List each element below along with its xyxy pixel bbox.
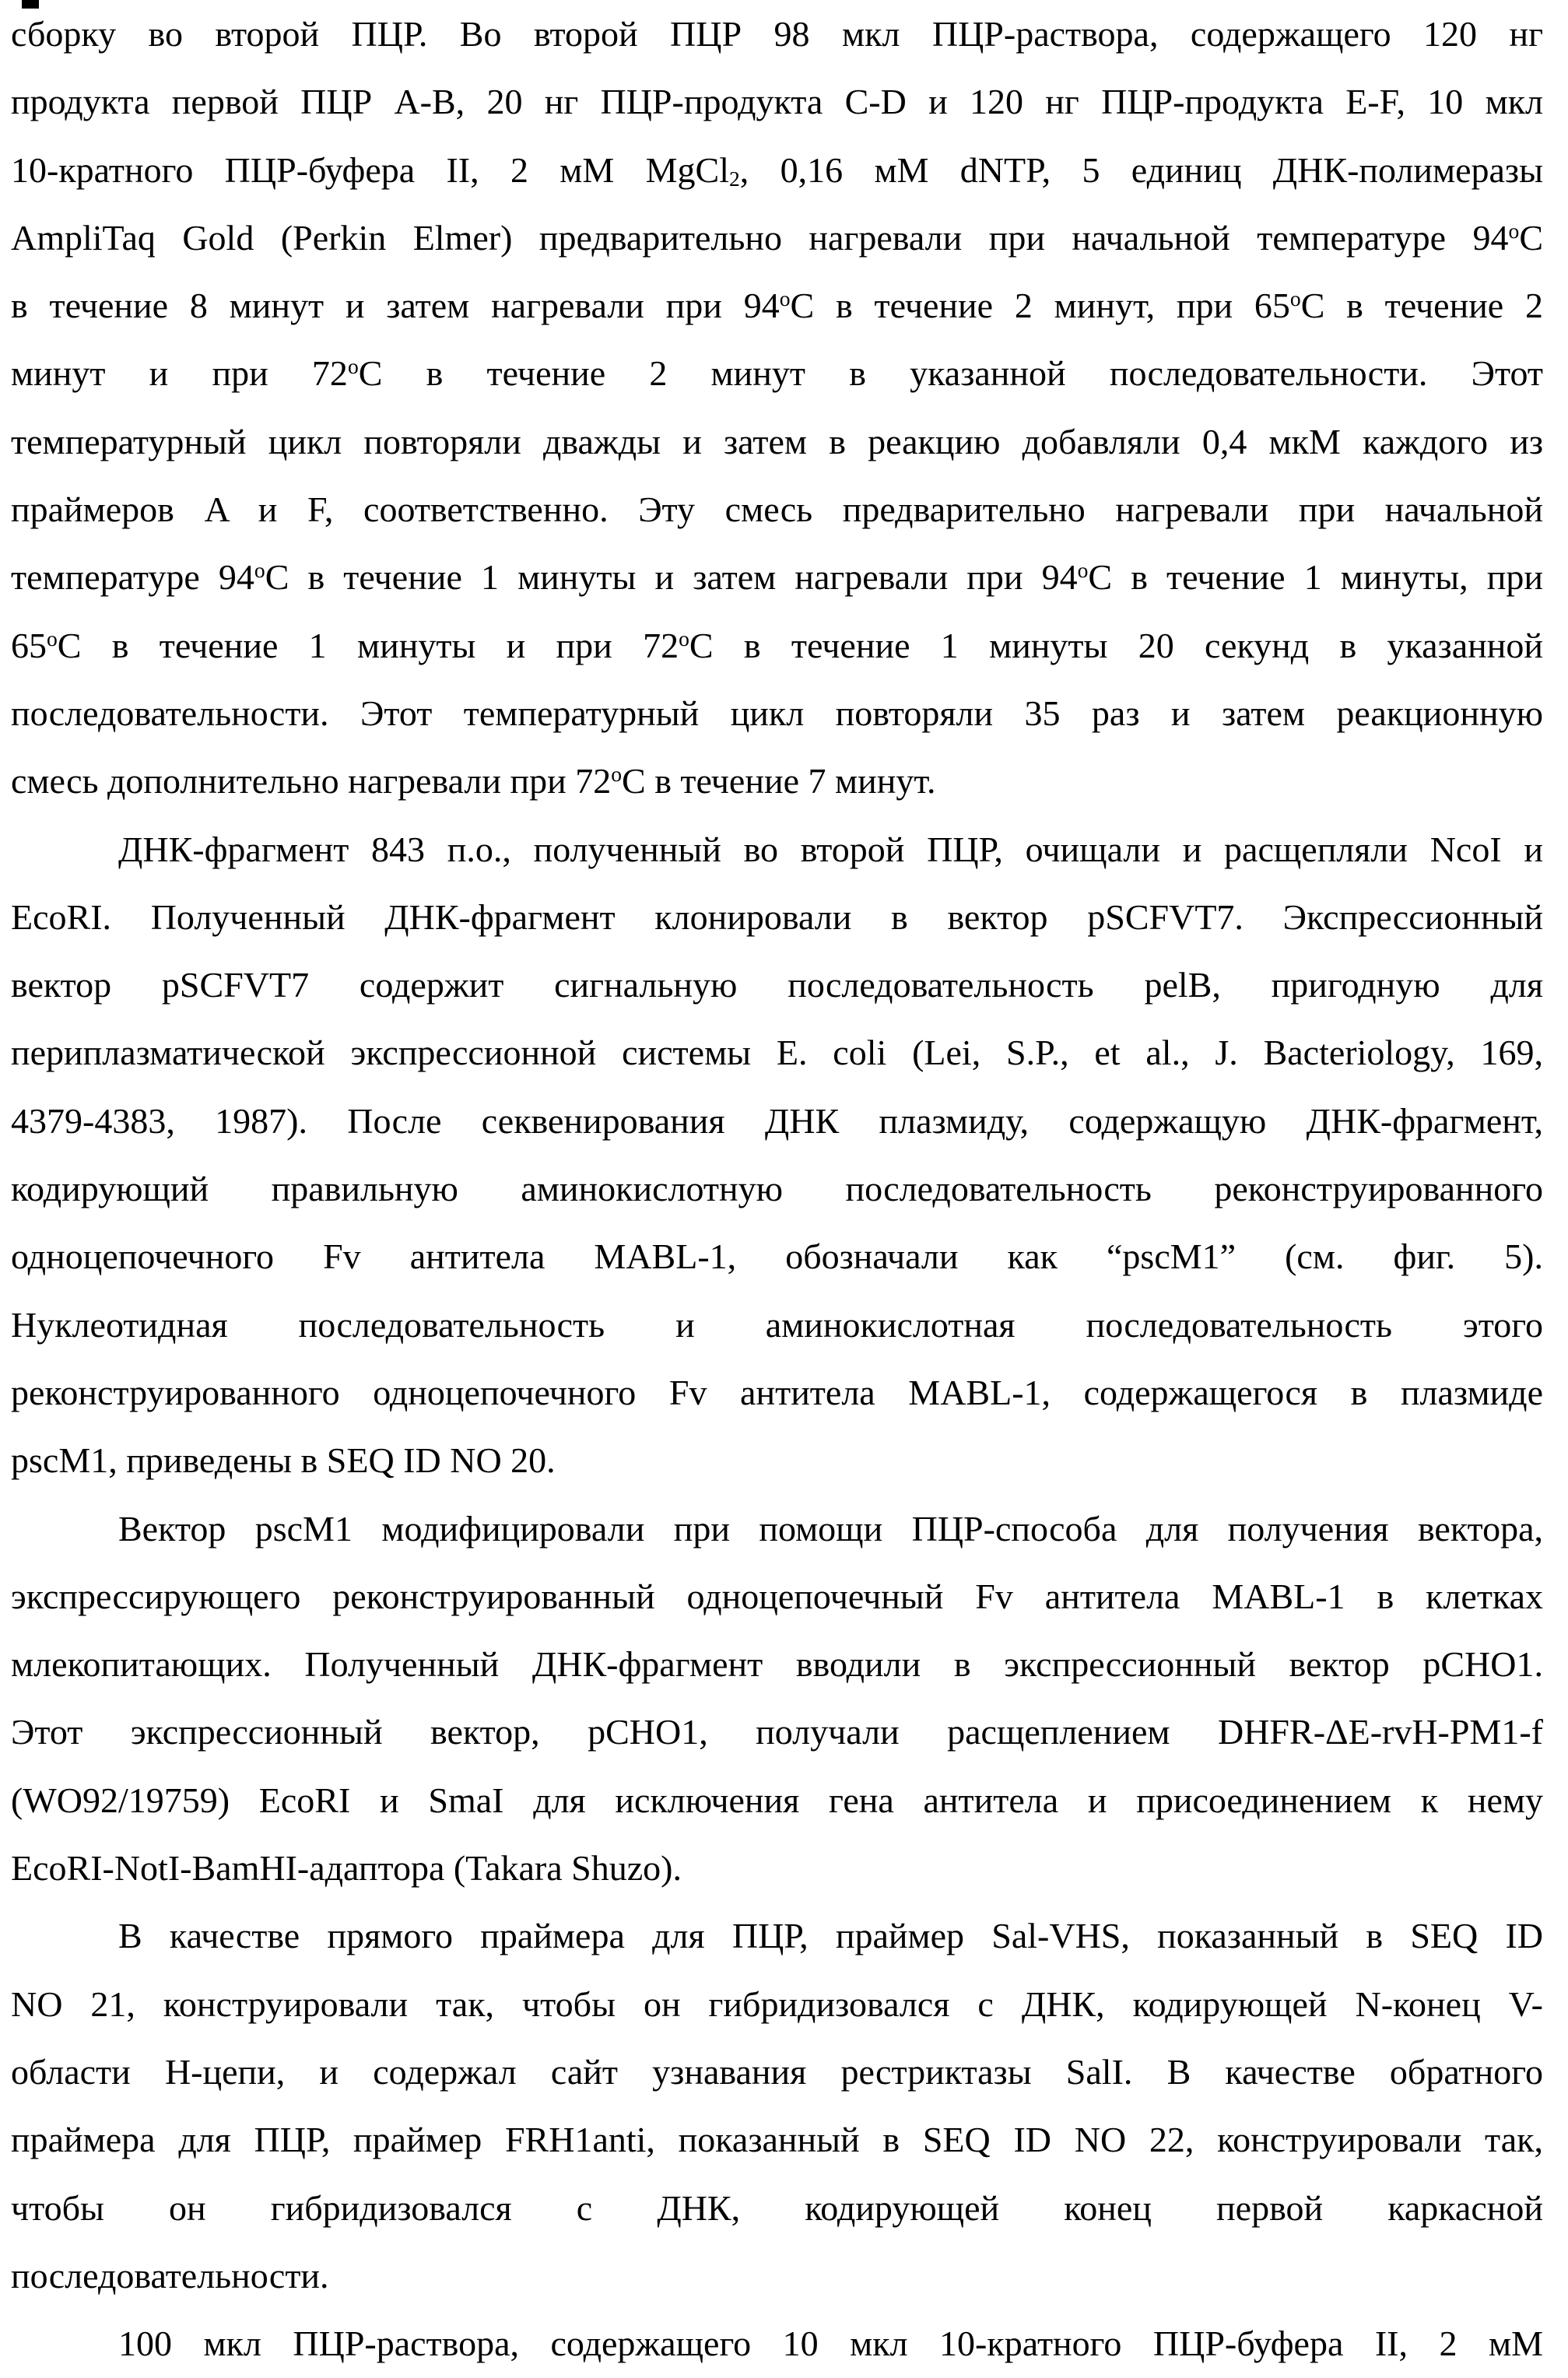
superscript-text: о: [1508, 218, 1520, 243]
superscript-text: о: [254, 558, 265, 583]
text-line: ДНК-фрагмент 843 п.о., полученный во второй ПЦР, очищали и расщепляли NcoI и: [118, 829, 1543, 869]
text-line: экспрессирующего реконструированный одноцепочечный Fv антитела MABL-1 в клетках: [11, 1576, 1543, 1616]
text-line: кодирующий правильную аминокислотную последовательность реконструированного: [11, 1169, 1543, 1209]
text-line: млекопитающих. Полученный ДНК-фрагмент вводили в экспрессионный вектор pCHO1.: [11, 1644, 1543, 1685]
subscript-text: 2: [729, 166, 740, 191]
text-line: pscM1, приведены в SEQ ID NO 20.: [11, 1440, 556, 1481]
text-block: [11, 0, 1543, 2377]
text-line: температурный цикл повторяли дважды и затем в реакцию добавляли 0,4 мкМ каждого из: [11, 421, 1543, 461]
text-line: продукта первой ПЦР A-B, 20 нг ПЦР-продукта C-D и 120 нг ПЦР-продукта E-F, 10 мкл: [11, 82, 1543, 122]
text-line: одноцепочечного Fv антитела MABL-1, обозначали как “pscM1” (см. фиг. 5).: [11, 1236, 1543, 1277]
text-line: NO 21, конструировали так, чтобы он гибридизовался с ДНК, кодирующей N-конец V-: [11, 1983, 1543, 2024]
text-line: периплазматической экспрессионной системы E. coli (Lei, S.P., et al., J. Bacteriology, 169,: [11, 1033, 1543, 1073]
text-line: Нуклеотидная последовательность и аминокислотная последовательность этого: [11, 1304, 1543, 1345]
superscript-text: о: [1077, 558, 1089, 583]
text-line: температуре $94^оС$ в течение 1 минуты и затем нагревали при $94^оС$ в течение 1 минуты, при: [11, 557, 1543, 598]
text-line: праймера для ПЦР, праймер FRH1anti, показанный в SEQ ID NO 22, конструировали так,: [11, 2120, 1543, 2160]
text-line: смесь дополнительно нагревали при $72^оС$ в течение 7 минут.: [11, 761, 936, 801]
text-line: 100 мкл ПЦР-раствора, содержащего 10 мкл 10-кратного ПЦР-буфера II, 2 мМ: [118, 2324, 1543, 2364]
superscript-text: о: [347, 354, 359, 379]
text-line: Этот экспрессионный вектор, pCHO1, получали расщеплением DHFR-ΔE-rvH-PM1-f: [11, 1712, 1543, 1752]
text-line: праймеров A и F, соответственно. Эту смесь предварительно нагревали при начальной: [11, 489, 1543, 530]
text-line: области H-цепи, и содержал сайт узнавания рестриктазы SalI. В качестве обратного: [11, 2051, 1543, 2092]
text-line: 4379-4383, 1987). После секвенирования ДНК плазмиду, содержащую ДНК-фрагмент,: [11, 1100, 1543, 1141]
text-line: реконструированного одноцепочечного Fv антитела MABL-1, содержащегося в плазмиде: [11, 1372, 1543, 1412]
text-line: вектор pSCFVT7 содержит сигнальную последовательность pelB, пригодную для: [11, 965, 1543, 1005]
text-line: Вектор pscM1 модифицировали при помощи ПЦР-способа для получения вектора,: [118, 1508, 1543, 1549]
superscript-text: о: [1289, 286, 1301, 311]
text-line: EcoRI-NotI-BamHI-адаптора (Takara Shuzo).: [11, 1848, 682, 1889]
superscript-text: о: [611, 762, 623, 787]
text-line: AmpliTaq Gold (Perkin Elmer) предварительно нагревали при начальной температуре $94^оС$: [11, 217, 1543, 258]
text-line: в течение 8 минут и затем нагревали при $94^оС$ в течение 2 минут, при $65^оС$ в течение 2: [11, 286, 1544, 326]
superscript-text: о: [779, 286, 791, 311]
text-line: сборку во второй ПЦР. Во второй ПЦР 98 мкл ПЦР-раствора, содержащего 120 нг: [11, 14, 1543, 54]
text-line: минут и при $72^оС$ в течение 2 минут в указанной последовательности. Этот: [11, 353, 1543, 394]
text-line: В качестве прямого праймера для ПЦР, праймер Sal-VHS, показанный в SEQ ID: [118, 1916, 1543, 1956]
superscript-text: о: [679, 626, 689, 651]
text-line: $65^оС$ в течение 1 минуты и при $72^оС$ в течение 1 минуты 20 секунд в указанной: [11, 625, 1543, 665]
text-line: чтобы он гибридизовался с ДНК, кодирующей конец первой каркасной: [11, 2187, 1543, 2228]
text-line: EcoRI. Полученный ДНК-фрагмент клонировали в вектор pSCFVT7. Экспрессионный: [11, 896, 1543, 937]
text-line: 10-кратного ПЦР-буфера II, 2 мМ MgCl$_2$, 0,16 мМ dNTP, 5 единиц ДНК-полимеразы: [11, 149, 1543, 191]
text-line: последовательности. Этот температурный цикл повторяли 35 раз и затем реакционную: [11, 693, 1543, 733]
text-line: (WO92/19759) EcoRI и SmaI для исключения гена антитела и присоединением к нему: [11, 1780, 1543, 1820]
text-line: последовательности.: [11, 2255, 329, 2296]
superscript-text: о: [47, 626, 58, 651]
